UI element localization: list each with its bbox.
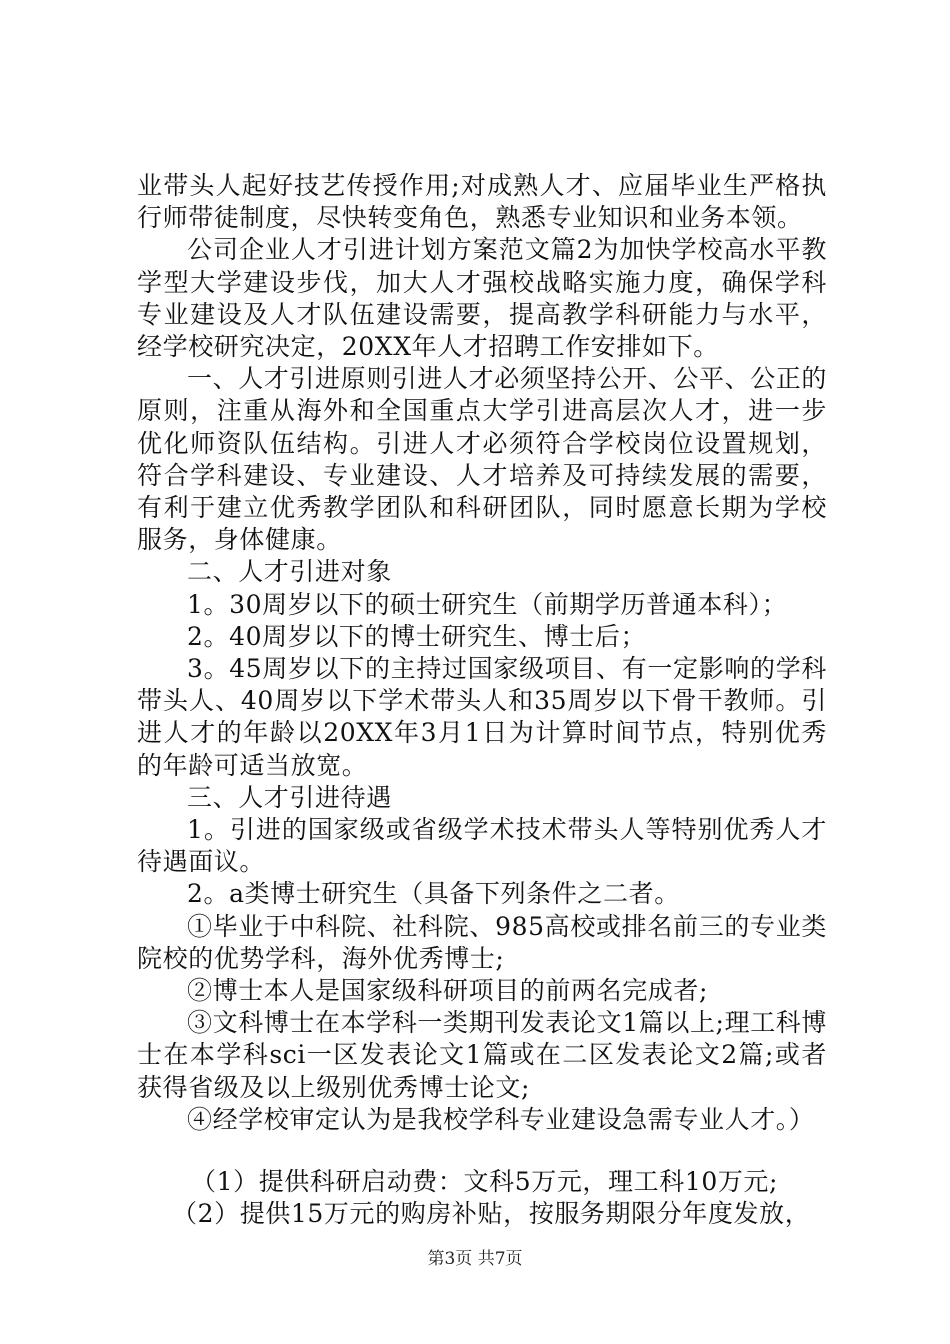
list-item-benefit-2: 2。a类博士研究生（具备下列条件之二者。 [187,879,680,909]
paragraph-section-1: 一、人才引进原则引进人才必须坚持公开、公平、公正的原则，注重从海外和全国重点大学引进高层次人才，进一步优化师资队伍结构。引进人才必须符合学校岗位设置规划，符合学科建设、专业建设、人才培养及可持续发展的需要，有利于建立优秀教学团队和科研团队，同时愿意长期为学校服务，身体健康。 [137,364,828,555]
document-body [137,170,827,1231]
condition-item-2: ②博士本人是国家级科研项目的前两名完成者; [187,976,709,1006]
paragraph-continuation: 业带头人起好技艺传授作用;对成熟人才、应届毕业生严格执行师带徒制度，尽快转变角色，熟悉专业知识和业务本领。 [137,171,827,233]
list-item-target-3: 3。45周岁以下的主持过国家级项目、有一定影响的学科带头人、40周岁以下学术带头人和35周岁以下骨干教师。引进人才的年龄以20XX年3月1日为计算时间节点，特别优秀的年龄可适当放宽。 [137,654,827,780]
list-item-target-2: 2。40周岁以下的博士研究生、博士后； [187,621,647,651]
condition-item-4: ④经学校审定认为是我校学科专业建设急需专业人才。） [187,1104,815,1134]
page-number-footer: 第3页 共7页 [427,1249,523,1269]
support-item-2: （2）提供15万元的购房补贴，按服务期限分年度发放， [172,1199,811,1229]
list-item-benefit-1: 1。引进的国家级或省级学术技术带头人等特别优秀人才待遇面议。 [137,815,827,877]
support-item-1: （1）提供科研启动费：文科5万元，理工科10万元; [191,1167,779,1197]
condition-item-3: ③文科博士在本学科一类期刊发表论文1篇以上;理工科博士在本学科sci一区发表论文1篇或在二区发表论文2篇;或者获得省级及以上级别优秀博士论文; [137,1008,827,1102]
list-item-target-1: 1。30周岁以下的硕士研究生（前期学历普通本科）； [187,589,788,619]
heading-section-3: 三、人才引进待遇 [187,782,392,812]
heading-section-2: 二、人才引进对象 [187,557,392,587]
condition-item-1: ①毕业于中科院、社科院、985高校或排名前三的专业类院校的优势学科，海外优秀博士; [137,911,827,973]
paragraph-intro: 公司企业人才引进计划方案范文篇2为加快学校高水平教学型大学建设步伐，加大人才强校战略实施力度，确保学科专业建设及人才队伍建设需要，提高教学科研能力与水平，经学校研究决定，20XX年人才招聘工作安排如下。 [137,235,827,362]
